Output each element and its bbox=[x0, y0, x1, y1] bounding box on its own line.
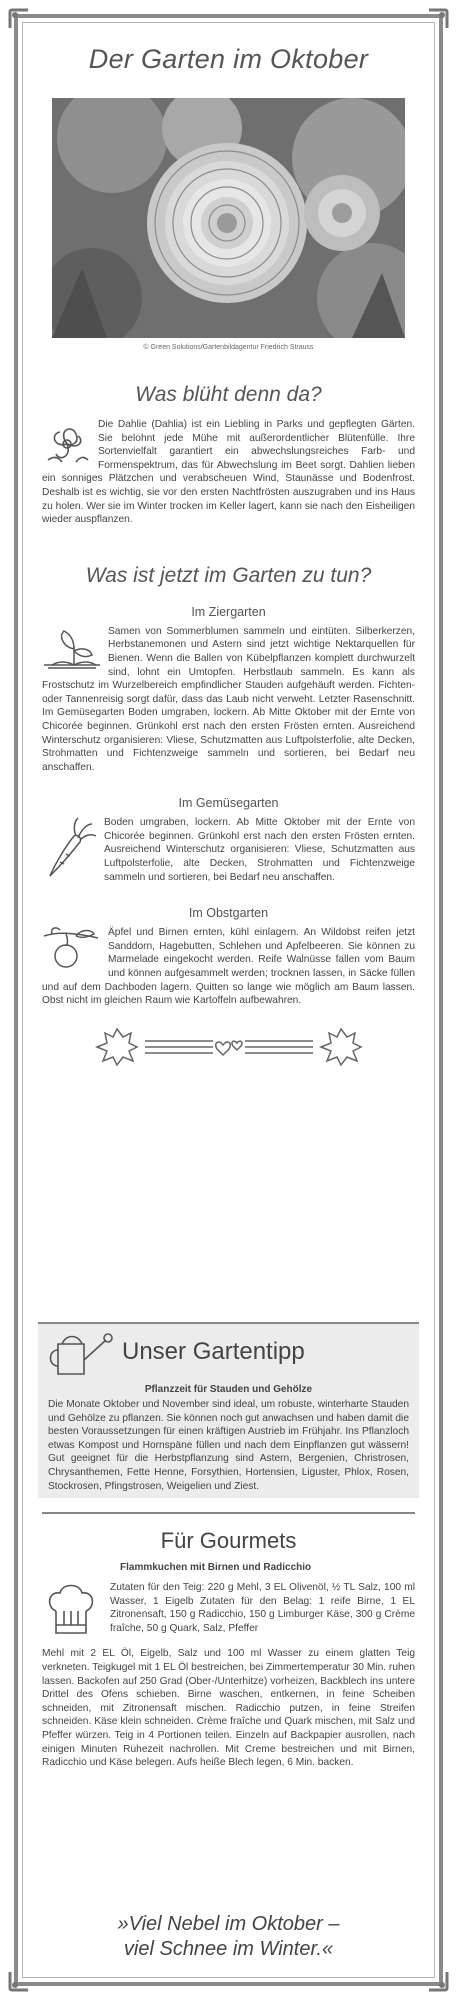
ziergarten-title: Im Ziergarten bbox=[191, 604, 266, 619]
seedling-icon bbox=[42, 625, 102, 671]
leaf-hearts-ornament-icon bbox=[79, 1023, 379, 1067]
recipe-ingredients-block bbox=[42, 1581, 415, 1635]
watering-can-icon bbox=[44, 1330, 116, 1378]
recipe-title: Flammkuchen mit Birnen und Radicchio bbox=[120, 1562, 312, 1573]
garden-tip-title: Unser Gartentipp bbox=[122, 1338, 305, 1365]
recipe-method: Mehl mit 2 EL Öl, Eigelb, Salz und 100 ml Wasser zu einem glatten Teig verkneten. Teigkugel mit 1 EL Öl bestreichen, bei Zimmertemperatur 30 Min. ruhen lassen. Backofen auf 250 Grad (Ober-/Unterhitze) vorheizen, Backblech ins untere Drittel des Ofens schieben. Birne waschen, entkernen, in feine Scheiben schneiden, mit Zitronensaft mischen. Radicchio putzen, in feine Streifen schneiden. Käse klein schneiden. Crème fraîche und Quark mischen, mit Salz und Pfeffer würzen. Teig in 4 Portionen teilen. Einzeln auf Backpapier ausrollen, nach einigen Minuten Ruhezeit nachrollen. Mit Creme bestreichen und mit Birnen, Radicchio und Käse belegen. Aufs heiße Blech legen, 6 Min. backen. bbox=[42, 1648, 415, 1769]
gemuese-text: Boden umgraben, lockern. Ab Mitte Oktober mit der Ernte von Chicorée beginnen. Grünkohl erst nach den ersten Frösten ernten. Ausreichend Winterschutz organisieren: Vliese, Schutzmatten aus Luftpolsterfolie, alte Decken, Strohmatten und Fichtenzweige sammeln und sortieren, bei Bedarf neu anschaffen. bbox=[104, 817, 415, 883]
gourmet-divider bbox=[42, 1512, 415, 1514]
dahlia-photo bbox=[52, 98, 405, 338]
corner-ornament-icon bbox=[6, 6, 32, 32]
obst-section bbox=[42, 926, 415, 1008]
garden-tip-box bbox=[38, 1322, 419, 1498]
gourmet-section bbox=[42, 1512, 415, 1770]
flower-ornament-icon bbox=[42, 420, 92, 468]
ziergarten-section bbox=[42, 625, 415, 775]
dahlia-flower-image bbox=[52, 98, 405, 338]
corner-ornament-icon bbox=[425, 1968, 451, 1994]
gemuese-title: Im Gemüsegarten bbox=[178, 796, 279, 811]
garden-tip-subtitle: Pflanzzeit für Stauden und Gehölze bbox=[144, 1384, 313, 1395]
divider-ornament bbox=[42, 1022, 415, 1068]
corner-ornament-icon bbox=[425, 6, 451, 32]
bloom-section bbox=[42, 418, 415, 527]
garden-tip-text: Die Monate Oktober und November sind ideal, um robuste, winterharte Stauden und Gehölze zu pflanzen. Sie können noch gut anwachsen und haben damit die besten Voraussetzungen für einen kräftigen Austrieb im Frühjahr. Ins Pflanzloch etwas Kompost und Hornspäne füllen und nach dem Einpflanzen gut wässern! Gut geeignet für die Herbstpflanzung sind Astern, Bergenien, Christrosen, Chrysanthemen, Fette Henne, Forsythien, Hortensien, Liguster, Phlox, Rosen, Stockrosen, Pfingstrosen, Weigelien und Ziest. bbox=[48, 1399, 409, 1492]
todo-heading: Was ist jetzt im Garten zu tun? bbox=[85, 563, 372, 587]
photo-caption: © Green Solutions/Gartenbildagentur Friedrich Strauss bbox=[143, 344, 314, 351]
page-title: Der Garten im Oktober bbox=[88, 44, 369, 74]
ziergarten-text: Samen von Sommerblumen sammeln und eintüten. Silberkerzen, Herbstanemonen und Astern sind jetzt wichtige Nektarquellen für Bienen. Wenn die Ballen von Kübelpflanzen komplett durchwurzelt sind, lohnt ein Umtopfen. Herbstlaub sammeln. Es kann als Frostschutz im Wurzelbereich empfindlicher Stauden aufgehäuft werden. Fichten- oder Tannenreisig sorgt dafür, dass das Laub nicht verweht. Letzter Rasenschnitt. Im Gemüsegarten Boden umgraben, lockern. Ab Mitte Oktober mit der Ernte von Chicorée beginnen. Grünkohl erst nach den ersten Frösten ernten. Ausreichend Winterschutz organisieren: Vliese, Schutzmatten aus Luftpolsterfolie, alte Decken, Strohmatten und Fichtenzweige sammeln und sortieren, bei Bedarf neu anschaffen. bbox=[42, 625, 415, 773]
gemuese-section bbox=[42, 816, 415, 884]
quote-line-1: »Viel Nebel im Oktober – bbox=[117, 1913, 340, 1935]
closing-quote bbox=[42, 1912, 415, 1962]
obst-text: Äpfel und Birnen ernten, kühl einlagern. An Wildobst reifen jetzt Sanddorn, Hagebutten, Schlehen und Apfelbeeren. Sie können zu Marmelade eingekocht werden. Reife Walnüsse fallen vom Baum und können aufgesammelt werden; trocknen lassen, in Säcke füllen und auf dem Dachboden lagern. Quitten so lange wie möglich am Baum lassen. Obst nicht im gleichen Raum wie Kartoffeln aufbewahren. bbox=[42, 927, 415, 1007]
carrot-icon bbox=[42, 816, 98, 880]
chef-hat-icon bbox=[42, 1581, 100, 1639]
recipe-ingredients: Zutaten für den Teig: 220 g Mehl, 3 EL Olivenöl, ½ TL Salz, 100 ml Wasser, 1 Eigelb Zutaten für den Belag: 1 reife Birne, 1 EL Zitronensaft, 150 g Radicchio, 150 g Limburger Käse, 300 g Crème fraîche, 50 g Quark, Salz, Pfeffer bbox=[110, 1582, 415, 1634]
obst-title: Im Obstgarten bbox=[188, 906, 269, 921]
gourmet-title: Für Gourmets bbox=[160, 1528, 297, 1553]
main-content bbox=[42, 30, 415, 1068]
bloom-text: Die Dahlie (Dahlia) ist ein Liebling in Parks und gepflegten Gärten. Sie belohnt jede Mühe mit außerordentlicher Blütenfülle. Ihre Sortenvielfalt garantiert ein abwechslungsreiches Farb- und Formenspektrum, das für Abwechslung im Beet sorgt. Dahlien lieben ein sonniges Plätzchen und verabscheuen Wind, Staunässe und Bodenfrost. Deshalb ist es wichtig, sie vor den ersten Nachtfrösten auszugraben und ins Haus zu holen. Wer sie im Winter trocken im Keller lagert, kann sie nach den Eisheiligen wieder auspflanzen. bbox=[42, 419, 415, 526]
apple-branch-icon bbox=[42, 926, 102, 968]
bloom-heading: Was blüht denn da? bbox=[135, 383, 322, 406]
quote-line-2: viel Schnee im Winter.« bbox=[123, 1938, 334, 1960]
corner-ornament-icon bbox=[6, 1968, 32, 1994]
